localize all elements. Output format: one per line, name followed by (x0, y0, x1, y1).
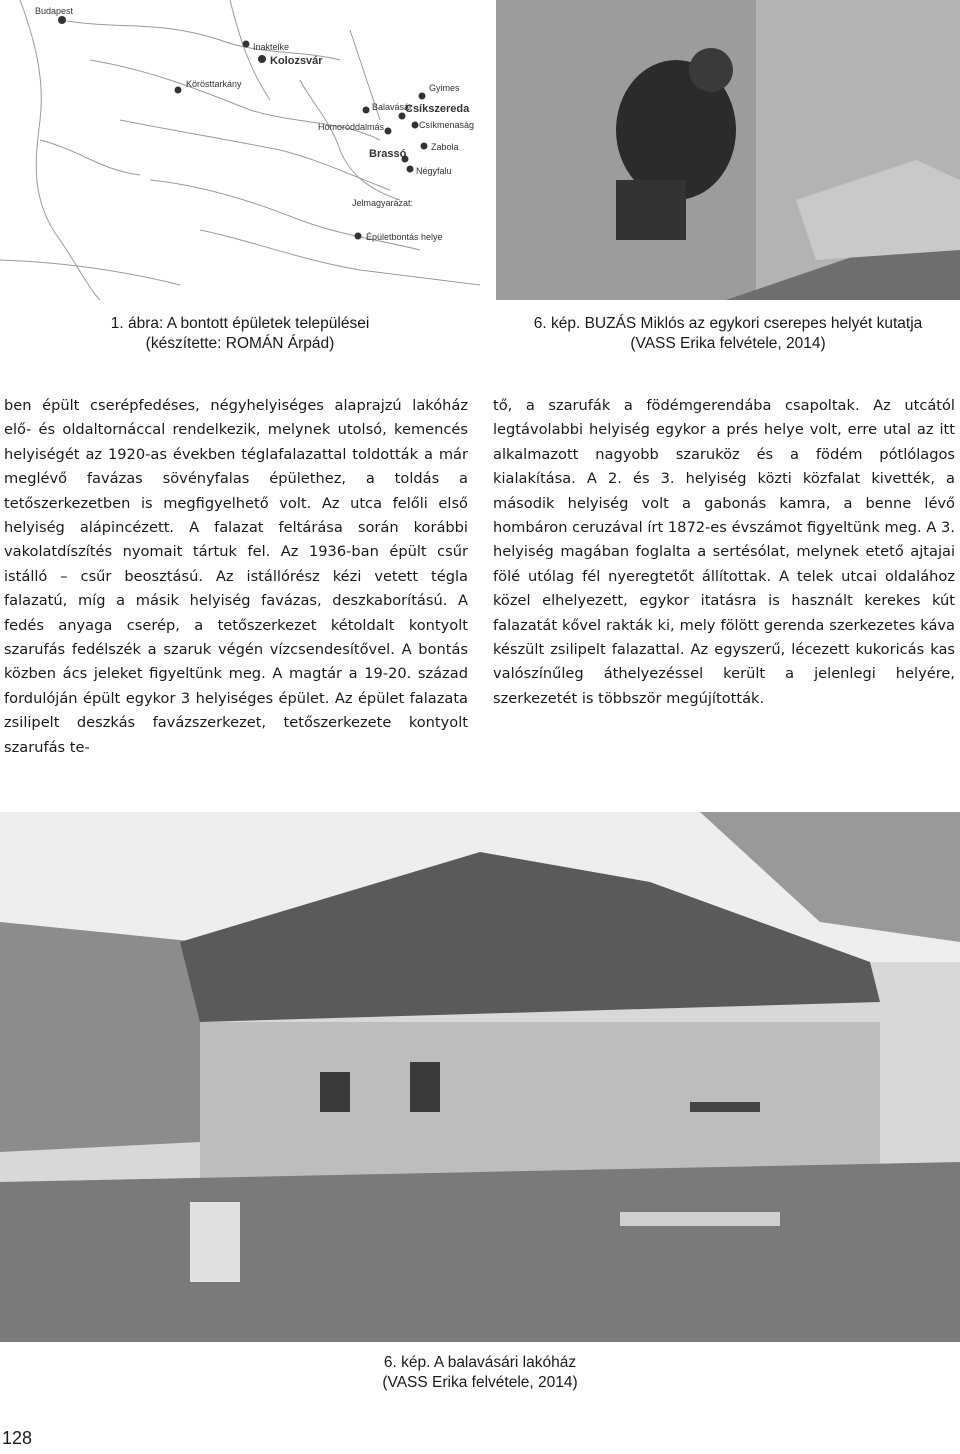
legend-title: Jelmagyarázat: (352, 198, 414, 208)
photo6-top-caption-line1: 6. kép. BUZÁS Miklós az egykori cserepes helyét kutatja (533, 315, 923, 332)
homoroddalmas-marker (385, 128, 392, 135)
photo6-top-caption (496, 314, 960, 354)
photo6-bottom-caption-line1: 6. kép. A balavásári lakóház (383, 1354, 577, 1371)
csikmenasag-marker (412, 122, 419, 129)
figure1-caption (0, 314, 480, 354)
gyimes-marker (419, 93, 426, 100)
body-paragraph-left: ben épült cserépfedéses, négyhelyiséges alaprajzú lakóház elő- és oldaltornáccal rendelkezik, melynek utolsó, kemencés helyiségét az 1920-as években téglafalazattal toldották a már meglévő favázas sövényfalas épülethez, a toldás a tetőszerkezetben is megfigyelhető volt. Az utca felőli első helyiség alápincézett. A falazat feltárása során korábbi vakolatdíszítés nyomait tártuk fel. Az 1936-ban épült csűr istálló – csűr beosztású. Az istállórész kézi vetett tégla falazatú, míg a másik helyiség favázas, deszkaborítású. A fedés anyaga cserép, a tetőszerkezet kétoldalt kontyolt szarufás fedélszék a szaruk végén vízcsendesítővel. A bontás közben ács jeleket figyeltünk meg. A magtár a 19-20. század fordulóján épült egykor 3 helyiséges épület. Az épület falazata zsilipelt deszkás favázszerkezet, tetőszerkezete kontyolt szarufás te- (4, 397, 468, 756)
legend-item-label: Épületbontás helye (366, 232, 443, 242)
korostarkany-marker (175, 87, 182, 94)
photo-balavasar-house (0, 812, 960, 1342)
figure1-caption-line2: (készítette: ROMÁN Árpád) (145, 335, 335, 352)
kolozsvar-marker (258, 55, 266, 63)
label-negyfalu: Négyfalu (416, 166, 452, 176)
photo-wall-research (496, 0, 960, 300)
inaktelke-marker (243, 41, 250, 48)
label-budapest: Budapest (35, 6, 74, 16)
body-column-right (493, 394, 955, 711)
body-paragraph-right: tő, a szarufák a födémgerendába csapoltak. Az utcától legtávolabbi helyiség egykor a prés helye volt, erre utal az itt alkalmazott nagyobb szaruköz és a födém pótlólagos kialakítása. A 2. és 3. helyiség közti közfalat kivették, a második helyiség volt a gabonás kamra, a benne lévő hombáron ceruzával írt 1872-es évszámot figyeltünk meg. A 3. helyiség magában foglalta a sertésólat, melynek etető ajtajai fölé utólag fél nyeregtetőt állítottak. A telek utcai oldalához közel elhelyezett, egykor itatásra is használt kerekes kút falazatát kővel rakták ki, mely fölött gerenda szerkezetes káva készült zsilipelt falazattal. Az egyszerű, lécezett kukoricás kas valószínűleg áthelyezéssel került a jelenlegi helyére, szerkezetét is többször megújították. (493, 397, 955, 707)
photo6-bottom-caption-line2: (VASS Erika felvétele, 2014) (382, 1374, 578, 1391)
label-balavasar: Balavásár (372, 102, 413, 112)
label-homoroddalmas: Homoróddalmás (318, 122, 385, 132)
body-column-left (4, 394, 468, 760)
location-map (0, 0, 480, 300)
map-graphic (0, 0, 480, 300)
photo6-top-caption-line2: (VASS Erika felvétele, 2014) (630, 335, 826, 352)
label-zabola: Zabola (431, 142, 459, 152)
page-number: 128 (2, 1428, 33, 1448)
label-korostarkany: Körösttarkány (186, 79, 242, 89)
label-inaktelke: Inaktelke (253, 42, 290, 52)
label-kolozsvar: Kolozsvár (270, 55, 323, 67)
photo6-bottom-caption (0, 1353, 960, 1393)
balavasar-marker (363, 107, 370, 114)
figure1-caption-line1: 1. ábra: A bontott épületek települései (110, 315, 370, 332)
legend-marker (355, 233, 362, 240)
zabola-marker (421, 143, 428, 150)
label-csikmenasag: Csíkmenaság (419, 120, 475, 130)
negyfalu-marker (407, 166, 414, 173)
budapest-marker (58, 16, 66, 24)
label-brasso: Brassó (369, 148, 407, 160)
label-gyimes: Gyimes (429, 83, 460, 93)
label-csikszereda: Csíkszereda (405, 103, 470, 115)
